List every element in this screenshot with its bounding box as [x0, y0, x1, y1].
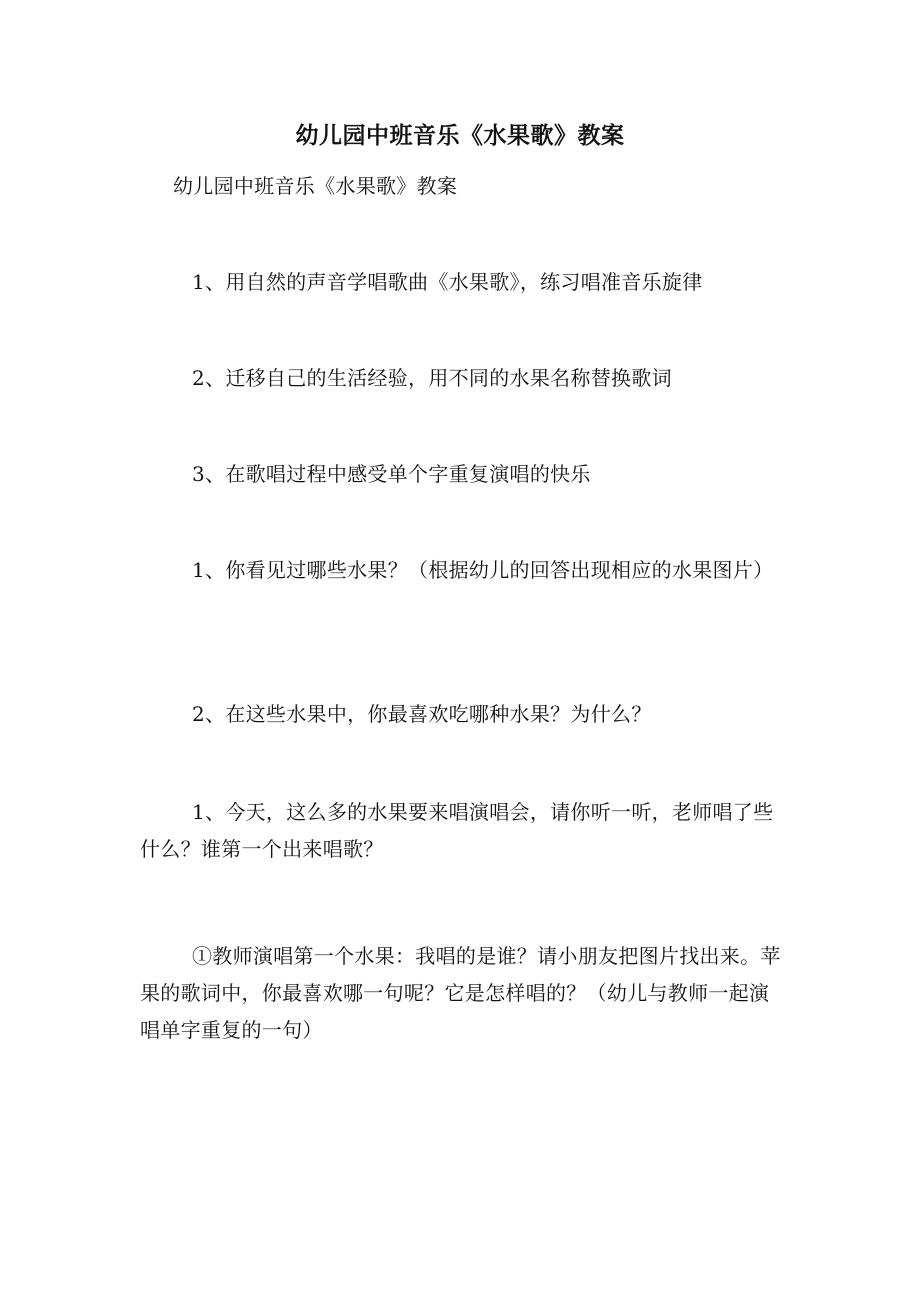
question-paragraph-1: 1、你看见过哪些水果？（根据幼儿的回答出现相应的水果图片） [192, 558, 774, 582]
activity-paragraph-1: 1、今天，这么多的水果要来唱演唱会，请你听一听，老师唱了些什么？谁第一个出来唱歌？ [140, 800, 774, 861]
question-paragraph-2: 2、在这些水果中，你最喜欢吃哪种水果？为什么？ [192, 702, 652, 726]
objective-paragraph-2: 2、迁移自己的生活经验，用不同的水果名称替换歌词 [192, 366, 672, 390]
document-subtitle: 幼儿园中班音乐《水果歌》教案 [173, 174, 458, 198]
objective-paragraph-3: 3、在歌唱过程中感受单个字重复演唱的快乐 [192, 462, 591, 486]
objective-paragraph-1: 1、用自然的声音学唱歌曲《水果歌》，练习唱准音乐旋律 [192, 270, 703, 294]
document-title: 幼儿园中班音乐《水果歌》教案 [295, 122, 625, 149]
activity-paragraph-2: ①教师演唱第一个水果：我唱的是谁？请小朋友把图片找出来。苹果的歌词中，你最喜欢哪一句呢？它是怎样唱的？（幼儿与教师一起演唱单字重复的一句） [140, 944, 781, 1042]
